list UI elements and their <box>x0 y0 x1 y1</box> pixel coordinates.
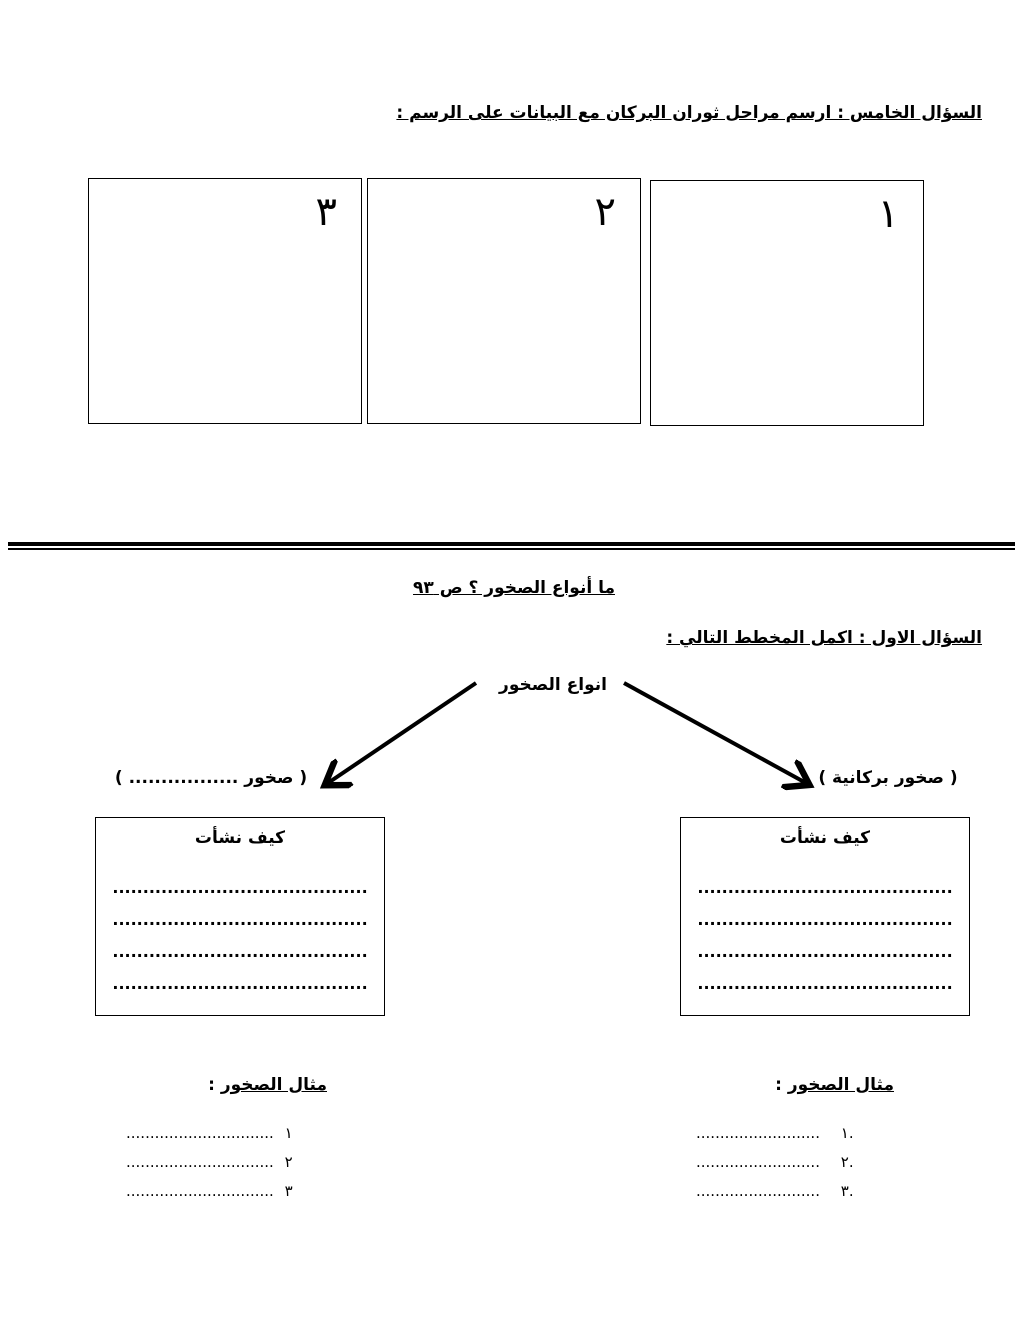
right-answer-line-2[interactable]: .......................................... <box>697 910 953 929</box>
left-example-2-number: ٢ <box>284 1153 293 1171</box>
left-answer-line-3[interactable]: .......................................... <box>112 942 368 961</box>
left-answer-line-2[interactable]: .......................................... <box>112 910 368 929</box>
right-answer-line-1[interactable]: .......................................... <box>697 878 953 897</box>
right-example-1-number: ١. <box>840 1124 854 1142</box>
left-example-3-dots: ............................... <box>126 1182 274 1200</box>
stage-number-1: ١ <box>877 191 899 237</box>
left-branch-label: ( صخور ................. ) <box>114 768 308 788</box>
arrow-left <box>328 683 476 783</box>
right-example-3[interactable] <box>696 1182 854 1200</box>
right-answer-line-3[interactable]: .......................................... <box>697 942 953 961</box>
right-example-1[interactable] <box>696 1124 854 1142</box>
right-examples-heading <box>775 1075 894 1095</box>
right-example-2[interactable] <box>696 1153 854 1171</box>
rocks-section-title: ما أنواع الصخور ؟ ص ٩٣ <box>413 578 615 598</box>
left-examples-title: مثال الصخور <box>220 1075 327 1095</box>
stage-number-3: ٣ <box>315 189 337 235</box>
left-example-1-number: ١ <box>284 1124 293 1142</box>
right-origin-title: كيف نشأت <box>779 828 871 848</box>
left-example-1-dots: ............................... <box>126 1124 274 1142</box>
left-examples-colon: : <box>208 1075 215 1095</box>
question1-title: السؤال الاول : اكمل المخطط التالي : <box>666 628 982 648</box>
stage-number-2: ٢ <box>594 189 616 235</box>
left-origin-title: كيف نشأت <box>194 828 286 848</box>
left-answer-line-4[interactable]: .......................................... <box>112 974 368 993</box>
arrow-right <box>624 683 806 783</box>
right-origin-box <box>680 817 970 1016</box>
left-origin-box <box>95 817 385 1016</box>
right-example-3-dots: .......................... <box>696 1182 820 1200</box>
left-example-3-number: ٣ <box>284 1182 293 1200</box>
right-example-1-dots: .......................... <box>696 1124 820 1142</box>
rock-types-root: انواع الصخور <box>499 675 607 695</box>
right-example-3-number: ٣. <box>840 1182 854 1200</box>
question5-title: السؤال الخامس : ارسم مراحل ثوران البركان مع البيانات على الرسم : <box>396 103 982 123</box>
left-answer-line-1[interactable]: .......................................... <box>112 878 368 897</box>
left-example-2-dots: ............................... <box>126 1153 274 1171</box>
left-example-2[interactable] <box>126 1153 293 1171</box>
left-example-1[interactable] <box>126 1124 293 1142</box>
right-example-2-number: ٢. <box>840 1153 854 1171</box>
left-example-3[interactable] <box>126 1182 293 1200</box>
right-branch-label: ( صخور بركانية ) <box>818 768 958 788</box>
right-examples-colon: : <box>775 1075 782 1095</box>
right-example-2-dots: .......................... <box>696 1153 820 1171</box>
right-answer-line-4[interactable]: .......................................... <box>697 974 953 993</box>
left-examples-heading <box>208 1075 327 1095</box>
right-examples-title: مثال الصخور <box>787 1075 894 1095</box>
